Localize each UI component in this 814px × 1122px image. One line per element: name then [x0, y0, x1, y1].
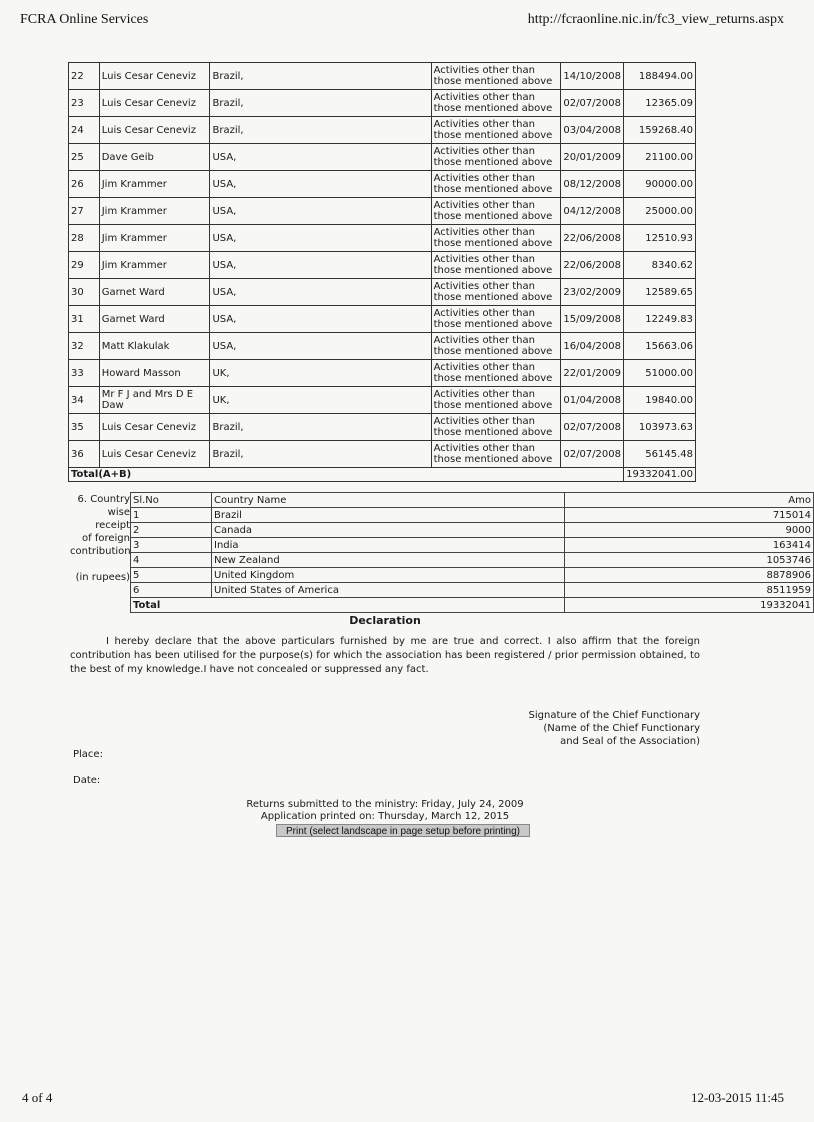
donation-row — [69, 144, 696, 171]
country-wise-table-wrap — [130, 492, 811, 613]
print-button[interactable]: Print (select landscape in page setup before printing) — [276, 824, 530, 837]
cell-amount: 56145.48 — [624, 441, 696, 468]
cell-slno: 32 — [69, 333, 100, 360]
cell-amount: 90000.00 — [624, 171, 696, 198]
cell-slno: 24 — [69, 117, 100, 144]
cell-donor-name: Jim Krammer — [99, 252, 210, 279]
cell-amount: 715014 — [565, 508, 814, 523]
cell-country: UK, — [210, 387, 431, 414]
cell-donor-name: Luis Cesar Ceneviz — [99, 63, 210, 90]
donation-row — [69, 333, 696, 360]
donations-total-row — [69, 468, 696, 482]
cell-country-name: United Kingdom — [212, 568, 565, 583]
cell-donor-name: Howard Masson — [99, 360, 210, 387]
declaration-title: Declaration — [349, 614, 421, 627]
country-wise-label-line: contribution — [70, 546, 131, 557]
cell-amount: 12249.83 — [624, 306, 696, 333]
cell-purpose: Activities other than those mentioned above — [431, 252, 561, 279]
total-label: Total — [131, 598, 565, 613]
cell-country: Brazil, — [210, 414, 431, 441]
cell-country-name: Brazil — [212, 508, 565, 523]
total-amount: 19332041 — [565, 598, 814, 613]
cell-slno: 27 — [69, 198, 100, 225]
country-wise-table — [130, 492, 814, 613]
cell-donor-name: Dave Geib — [99, 144, 210, 171]
total-amount: 19332041.00 — [624, 468, 696, 482]
cell-country: USA, — [210, 306, 431, 333]
cell-amount: 25000.00 — [624, 198, 696, 225]
cell-slno: 22 — [69, 63, 100, 90]
printed-date: Application printed on: Thursday, March 12, 2015 — [260, 811, 510, 822]
cell-purpose: Activities other than those mentioned above — [431, 63, 561, 90]
donation-row — [69, 360, 696, 387]
donation-row — [69, 387, 696, 414]
cell-amount: 1053746 — [565, 553, 814, 568]
cell-slno: 26 — [69, 171, 100, 198]
cell-date: 04/12/2008 — [561, 198, 624, 225]
donation-row — [69, 198, 696, 225]
cell-purpose: Activities other than those mentioned above — [431, 225, 561, 252]
cell-purpose: Activities other than those mentioned above — [431, 171, 561, 198]
cell-slno: 35 — [69, 414, 100, 441]
cell-amount: 15663.06 — [624, 333, 696, 360]
cell-country: Brazil, — [210, 90, 431, 117]
cell-country: USA, — [210, 279, 431, 306]
cell-date: 22/06/2008 — [561, 225, 624, 252]
cell-country: USA, — [210, 171, 431, 198]
cell-amount: 9000 — [565, 523, 814, 538]
cell-amount: 8511959 — [565, 583, 814, 598]
cell-slno: 5 — [131, 568, 212, 583]
cell-slno: 28 — [69, 225, 100, 252]
cell-date: 02/07/2008 — [561, 441, 624, 468]
cell-amount: 12365.09 — [624, 90, 696, 117]
cell-purpose: Activities other than those mentioned above — [431, 387, 561, 414]
cell-amount: 12510.93 — [624, 225, 696, 252]
cell-country: UK, — [210, 360, 431, 387]
cell-amount: 159268.40 — [624, 117, 696, 144]
cell-country: USA, — [210, 333, 431, 360]
cell-slno: 36 — [69, 441, 100, 468]
donation-row — [69, 117, 696, 144]
country-row — [131, 523, 814, 538]
cell-donor-name: Garnet Ward — [99, 279, 210, 306]
cell-donor-name: Jim Krammer — [99, 198, 210, 225]
cell-amount: 8340.62 — [624, 252, 696, 279]
cell-date: 22/01/2009 — [561, 360, 624, 387]
cell-slno: 29 — [69, 252, 100, 279]
cell-slno: 23 — [69, 90, 100, 117]
country-row — [131, 508, 814, 523]
submission-info — [0, 799, 770, 823]
cell-donor-name: Luis Cesar Ceneviz — [99, 117, 210, 144]
signature-line: Signature of the Chief Functionary — [528, 710, 700, 721]
cell-date: 14/10/2008 — [561, 63, 624, 90]
country-row — [131, 568, 814, 583]
donations-table — [68, 62, 696, 482]
donation-row — [69, 63, 696, 90]
cell-purpose: Activities other than those mentioned above — [431, 414, 561, 441]
country-wise-label-line: (in rupees) — [75, 572, 130, 583]
cell-country-name: India — [212, 538, 565, 553]
cell-date: 02/07/2008 — [561, 90, 624, 117]
country-wise-header-row — [131, 493, 814, 508]
cell-country: USA, — [210, 252, 431, 279]
cell-purpose: Activities other than those mentioned above — [431, 441, 561, 468]
signature-block — [529, 709, 700, 748]
cell-donor-name: Mr F J and Mrs D E Daw — [99, 387, 210, 414]
country-wise-label-line — [70, 558, 130, 571]
cell-amount: 51000.00 — [624, 360, 696, 387]
cell-amount: 188494.00 — [624, 63, 696, 90]
cell-donor-name: Luis Cesar Ceneviz — [99, 414, 210, 441]
declaration-body: I hereby declare that the above particulars furnished by me are true and correct. I also affirm that the foreign contribution has been utilised for the purpose(s) for which the association has been registered / prior permission obtained, to the best of my knowledge.I have not concealed or suppressed any fact. — [70, 636, 700, 675]
cell-purpose: Activities other than those mentioned above — [431, 333, 561, 360]
print-timestamp: 12-03-2015 11:45 — [690, 1090, 784, 1105]
cell-country: Brazil, — [210, 441, 431, 468]
donation-row — [69, 441, 696, 468]
donation-row — [69, 171, 696, 198]
cell-purpose: Activities other than those mentioned above — [431, 144, 561, 171]
country-total-row — [131, 598, 814, 613]
cell-date: 20/01/2009 — [561, 144, 624, 171]
cell-slno: 4 — [131, 553, 212, 568]
cell-donor-name: Matt Klakulak — [99, 333, 210, 360]
cell-amount: 12589.65 — [624, 279, 696, 306]
donation-row — [69, 306, 696, 333]
cell-amount: 19840.00 — [624, 387, 696, 414]
date-label: Date: — [73, 775, 101, 786]
cell-country-name: New Zealand — [212, 553, 565, 568]
cell-slno: 31 — [69, 306, 100, 333]
cell-date: 23/02/2009 — [561, 279, 624, 306]
cell-slno: 1 — [131, 508, 212, 523]
cell-purpose: Activities other than those mentioned above — [431, 198, 561, 225]
total-label: Total(A+B) — [69, 468, 624, 482]
header-country-name: Country Name — [212, 493, 565, 508]
page-number: 4 of 4 — [22, 1090, 53, 1105]
cell-date: 02/07/2008 — [561, 414, 624, 441]
cell-slno: 33 — [69, 360, 100, 387]
cell-country: USA, — [210, 198, 431, 225]
cell-slno: 34 — [69, 387, 100, 414]
cell-donor-name: Luis Cesar Ceneviz — [99, 441, 210, 468]
country-wise-label-line: of foreign — [82, 533, 130, 544]
country-row — [131, 583, 814, 598]
cell-slno: 6 — [131, 583, 212, 598]
submitted-date: Returns submitted to the ministry: Friday, July 24, 2009 — [246, 799, 524, 810]
cell-amount: 163414 — [565, 538, 814, 553]
signature-line: and Seal of the Association) — [560, 736, 700, 747]
cell-country-name: Canada — [212, 523, 565, 538]
cell-donor-name: Jim Krammer — [99, 171, 210, 198]
signature-line: (Name of the Chief Functionary — [543, 723, 700, 734]
cell-country: Brazil, — [210, 63, 431, 90]
country-wise-label-line: 6. Country — [77, 494, 130, 505]
donation-row — [69, 90, 696, 117]
country-wise-label-line: wise receipt — [95, 507, 130, 531]
cell-purpose: Activities other than those mentioned above — [431, 306, 561, 333]
header-slno: Sl.No — [131, 493, 212, 508]
cell-slno: 2 — [131, 523, 212, 538]
cell-purpose: Activities other than those mentioned above — [431, 90, 561, 117]
cell-date: 22/06/2008 — [561, 252, 624, 279]
cell-slno: 3 — [131, 538, 212, 553]
cell-date: 03/04/2008 — [561, 117, 624, 144]
country-wise-label — [70, 493, 130, 584]
header-amount: Amo — [565, 493, 814, 508]
page-url: http://fcraonline.nic.in/fc3_view_returns.aspx — [527, 12, 784, 27]
donation-row — [69, 252, 696, 279]
cell-amount: 21100.00 — [624, 144, 696, 171]
site-title: FCRA Online Services — [20, 12, 149, 27]
cell-purpose: Activities other than those mentioned above — [431, 360, 561, 387]
donation-row — [69, 414, 696, 441]
cell-date: 01/04/2008 — [561, 387, 624, 414]
cell-date: 15/09/2008 — [561, 306, 624, 333]
place-label: Place: — [73, 749, 103, 760]
country-row — [131, 538, 814, 553]
cell-date: 08/12/2008 — [561, 171, 624, 198]
cell-purpose: Activities other than those mentioned above — [431, 279, 561, 306]
cell-country: Brazil, — [210, 117, 431, 144]
donation-row — [69, 279, 696, 306]
cell-date: 16/04/2008 — [561, 333, 624, 360]
cell-purpose: Activities other than those mentioned above — [431, 117, 561, 144]
cell-donor-name: Luis Cesar Ceneviz — [99, 90, 210, 117]
cell-country-name: United States of America — [212, 583, 565, 598]
cell-country: USA, — [210, 144, 431, 171]
cell-amount: 8878906 — [565, 568, 814, 583]
cell-slno: 25 — [69, 144, 100, 171]
donation-row — [69, 225, 696, 252]
cell-slno: 30 — [69, 279, 100, 306]
cell-amount: 103973.63 — [624, 414, 696, 441]
cell-donor-name: Jim Krammer — [99, 225, 210, 252]
cell-donor-name: Garnet Ward — [99, 306, 210, 333]
country-row — [131, 553, 814, 568]
cell-country: USA, — [210, 225, 431, 252]
